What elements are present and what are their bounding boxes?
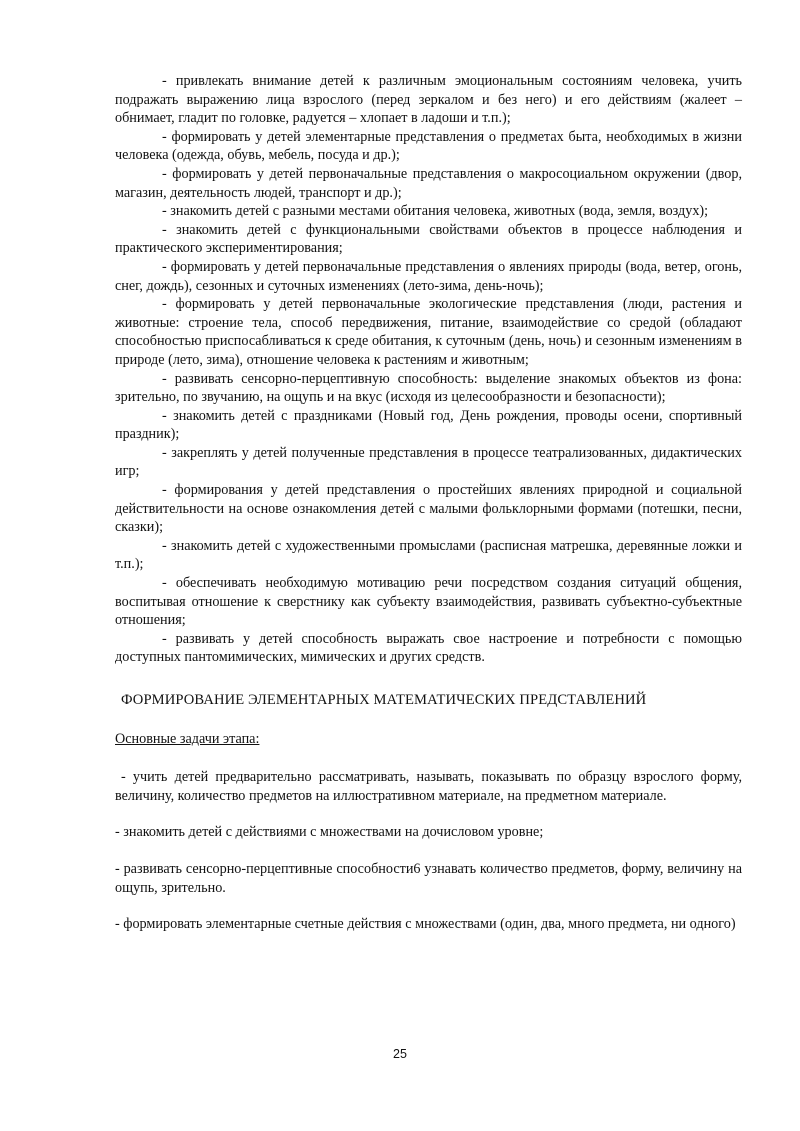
list-item: - знакомить детей с функциональными свойствами объектов в процессе наблюдения и практического экспериментирования; [115,221,742,257]
section-heading: ФОРМИРОВАНИЕ ЭЛЕМЕНТАРНЫХ МАТЕМАТИЧЕСКИХ ПРЕДСТАВЛЕНИЙ [121,692,647,708]
task-item: - развивать сенсорно-перцептивные способности6 узнавать количество предметов, форму, величину на ощупь, зрительно. [115,860,742,896]
list-item: - формировать у детей элементарные представления о предметах быта, необходимых в жизни человека (одежда, обувь, мебель, посуда и др.); [115,128,742,164]
list-item: - развивать у детей способность выражать свое настроение и потребности с помощью доступных пантомимических, мимических и других средств. [115,630,742,666]
list-item: - обеспечивать необходимую мотивацию речи посредством создания ситуаций общения, воспитывая отношение к сверстнику как субъекту взаимодействия, развивать субъектно-субъектные отношения; [115,575,742,629]
subheading: Основные задачи этапа: [115,730,260,747]
list-item: - закреплять у детей полученные представления в процессе театрализованных, дидактических игр; [115,444,742,480]
list-item: - формировать у детей первоначальные представления о явлениях природы (вода, ветер, огонь, снег, дождь), сезонных и суточных изменениях (лето-зима, день-ночь); [115,258,742,294]
task-item: - формировать элементарные счетные действия с множествами (один, два, много предмета, ни одного) [115,916,736,933]
list-item: - формировать у детей первоначальные представления о макросоциальном окружении (двор, магазин, деятельность людей, транспорт и др.); [115,165,742,201]
list-item: - формировать у детей первоначальные экологические представления (люди, растения и животные: строение тела, способ передвижения, питание, взаимодействие со средой (обладают способностью приспосабливаться к среде обитания, к суточным (день, ночь) и сезонным изменениям в природе (лето, зима), отношение человека к растениям и животным; [115,296,742,368]
list-item: - знакомить детей с художественными промыслами (расписная матрешка, деревянные ложки и т.п.); [115,537,742,573]
list-item: - знакомить детей с разными местами обитания человека, животных (вода, земля, воздух); [162,203,709,220]
list-item: - знакомить детей с праздниками (Новый год, День рождения, проводы осени, спортивный праздник); [115,407,742,443]
list-item: - формирования у детей представления о простейших явлениях природной и социальной действительности на основе ознакомления детей с малыми фольклорными формами (потешки, песни, сказки); [115,482,742,536]
task-item: - знакомить детей с действиями с множествами на дочисловом уровне; [115,824,544,841]
page-number: 25 [393,1047,407,1061]
list-item: - развивать сенсорно-перцептивную способность: выделение знакомых объектов из фона: зрительно, по звучанию, на ощупь и на вкус (исходя из целесообразности и безопасности); [115,370,742,406]
page-body [115,72,742,934]
list-item: - привлекать внимание детей к различным эмоциональным состояниям человека, учить подражать выражению лица взрослого (перед зеркалом и без него) и его действиям (жалеет – обнимает, гладит по головке, радуется – хлопает в ладоши и т.п.); [115,73,742,127]
task-item: - учить детей предварительно рассматривать, называть, показывать по образцу взрослого форму, величину, количество предметов на иллюстративном материале, на предметном материале. [115,769,742,804]
